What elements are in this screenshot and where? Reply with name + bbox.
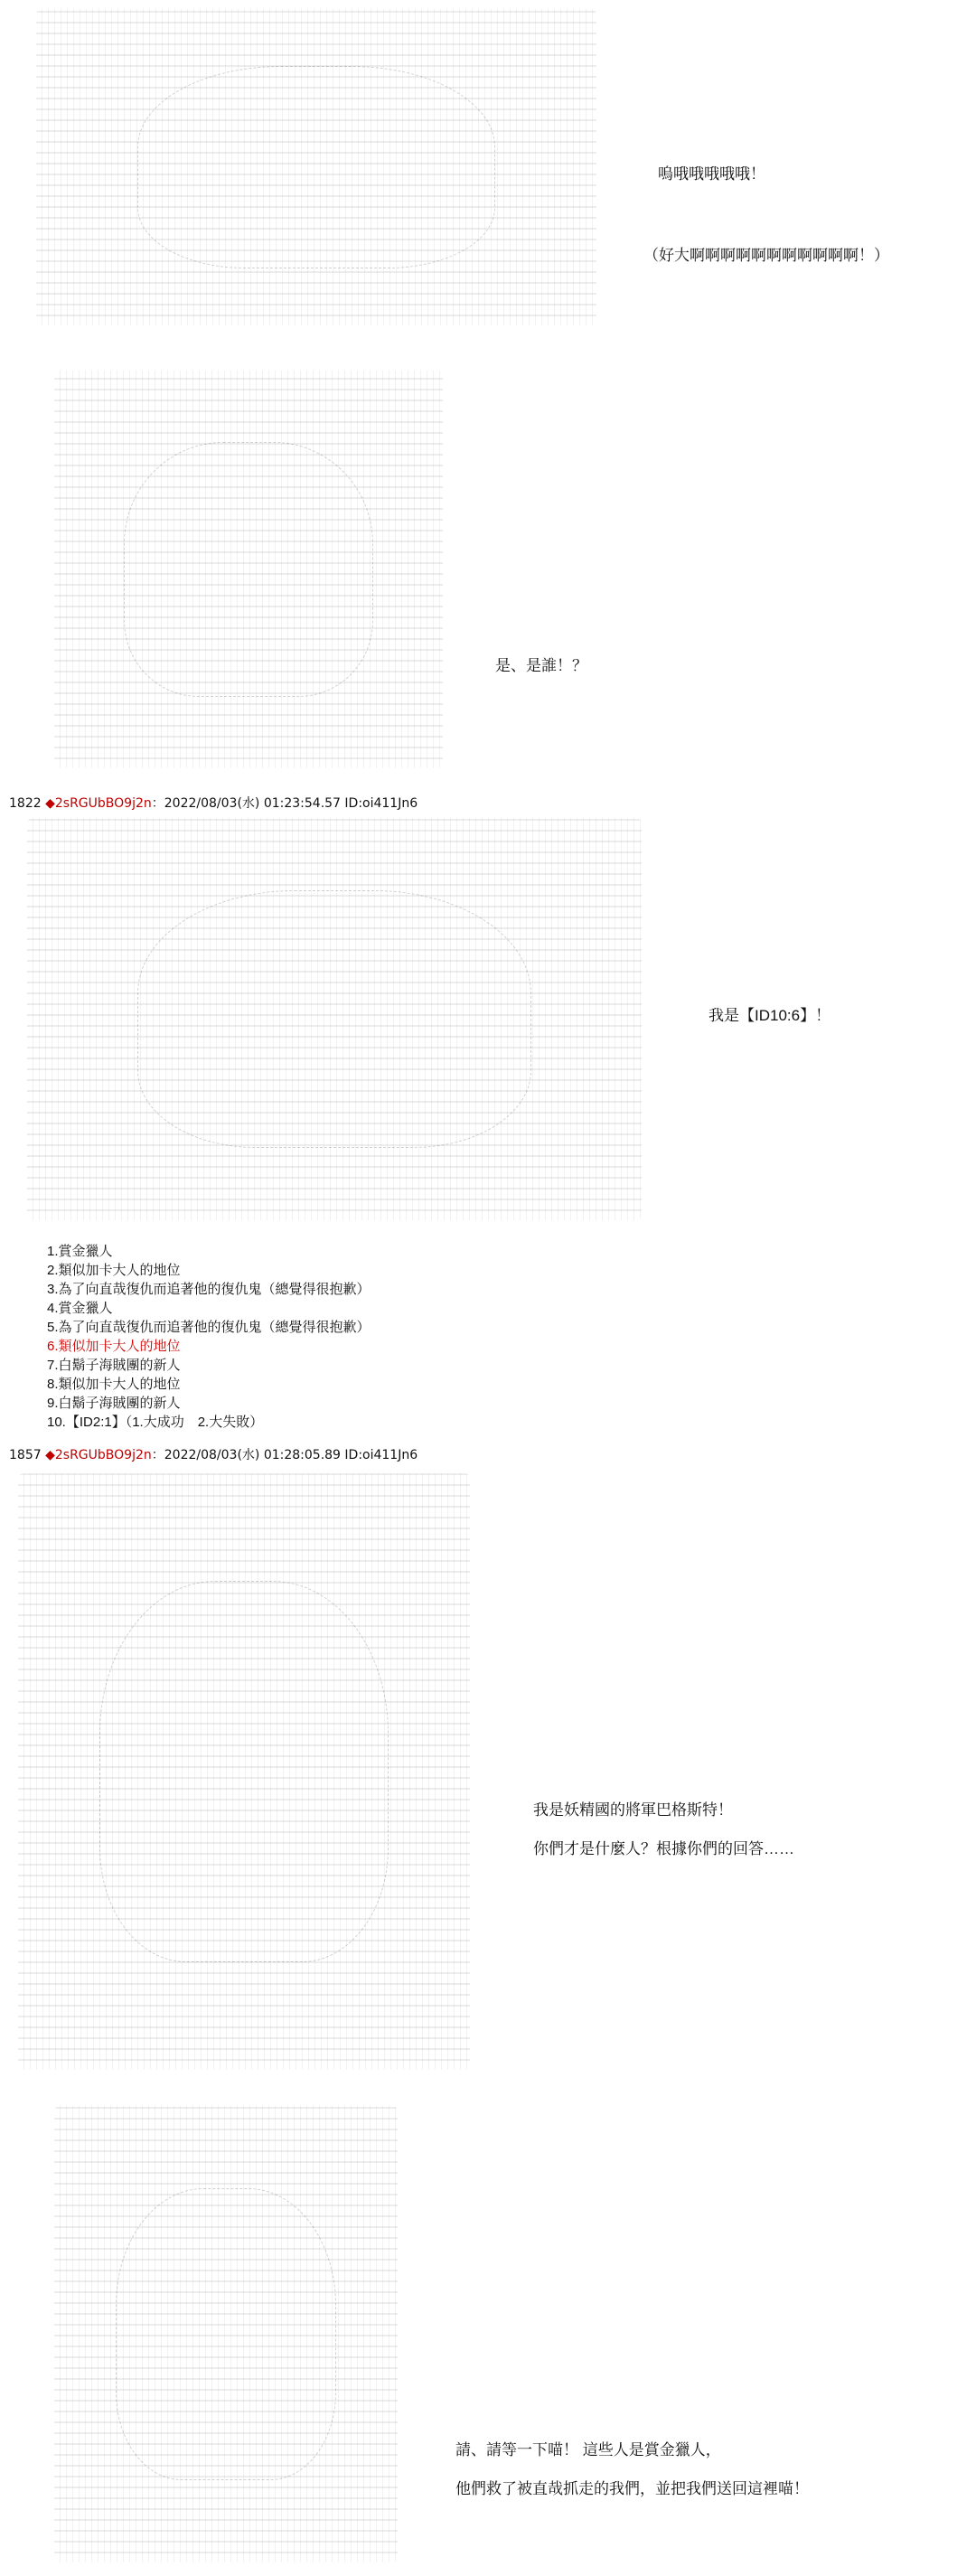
choice-item: 1.賞金獵人 [47, 1244, 113, 1259]
ascii-art-cat-girl [54, 2106, 398, 2562]
post-number: 1822 [9, 796, 42, 811]
choice-item: 4.賞金獵人 [47, 1301, 113, 1316]
speech-explain-1: 請、請等一下喵！ 這些人是賞金獵人， [455, 2441, 721, 2458]
speech-explain-2: 他們救了被直哉抓走的我們，並把我們送回這裡喵！ [455, 2480, 809, 2497]
speech-introduction: 我是妖精國的將軍巴格斯特！ [533, 1801, 733, 1819]
choice-item: 10.【ID2:1】（1.大成功 2.大失敗） [47, 1415, 264, 1430]
post-meta: ：2022/08/03(水) 01:28:05.89 ID:oi411Jn6 [151, 1448, 418, 1462]
speech-question: 你們才是什麼人？根據你們的回答…… [533, 1840, 794, 1857]
poster-name[interactable]: 2sRGUbBO9j2n [54, 1448, 152, 1462]
poster-marker: ◆ [45, 796, 55, 811]
choice-item: 3.為了向直哉復仇而追著他的復仇鬼（總覺得很抱歉） [47, 1282, 371, 1297]
ascii-art-wyvern-scene [36, 9, 596, 325]
speech-who: 是、是誰！？ [495, 657, 587, 674]
post-header [9, 795, 418, 812]
speech-thought: （好大啊啊啊啊啊啊啊啊啊啊啊！） [643, 247, 889, 264]
post-header [9, 1447, 418, 1463]
post-number: 1857 [9, 1448, 42, 1462]
choice-item: 7.白鬍子海賊團的新人 [47, 1358, 181, 1373]
choice-item: 5.為了向直哉復仇而追著他的復仇鬼（總覺得很抱歉） [47, 1320, 371, 1335]
post-meta: ：2022/08/03(水) 01:23:54.57 ID:oi411Jn6 [151, 796, 418, 811]
choice-item: 9.白鬍子海賊團的新人 [47, 1396, 181, 1411]
choice-item: 8.類似加卡大人的地位 [47, 1377, 181, 1392]
poster-name[interactable]: 2sRGUbBO9j2n [54, 796, 152, 811]
choice-item: 2.類似加卡大人的地位 [47, 1263, 181, 1278]
speech-id-roll: 我是【ID10:6】！ [709, 1007, 831, 1024]
choice-list [47, 1242, 371, 1432]
ascii-art-fire-burst [27, 818, 642, 1220]
speech-roar: 嗚哦哦哦哦哦！ [658, 165, 765, 183]
choice-item-selected: 6.類似加卡大人的地位 [47, 1339, 181, 1354]
ascii-art-character-closeup [54, 371, 443, 768]
poster-marker: ◆ [45, 1448, 55, 1462]
ascii-art-general-portrait [18, 1473, 470, 2070]
